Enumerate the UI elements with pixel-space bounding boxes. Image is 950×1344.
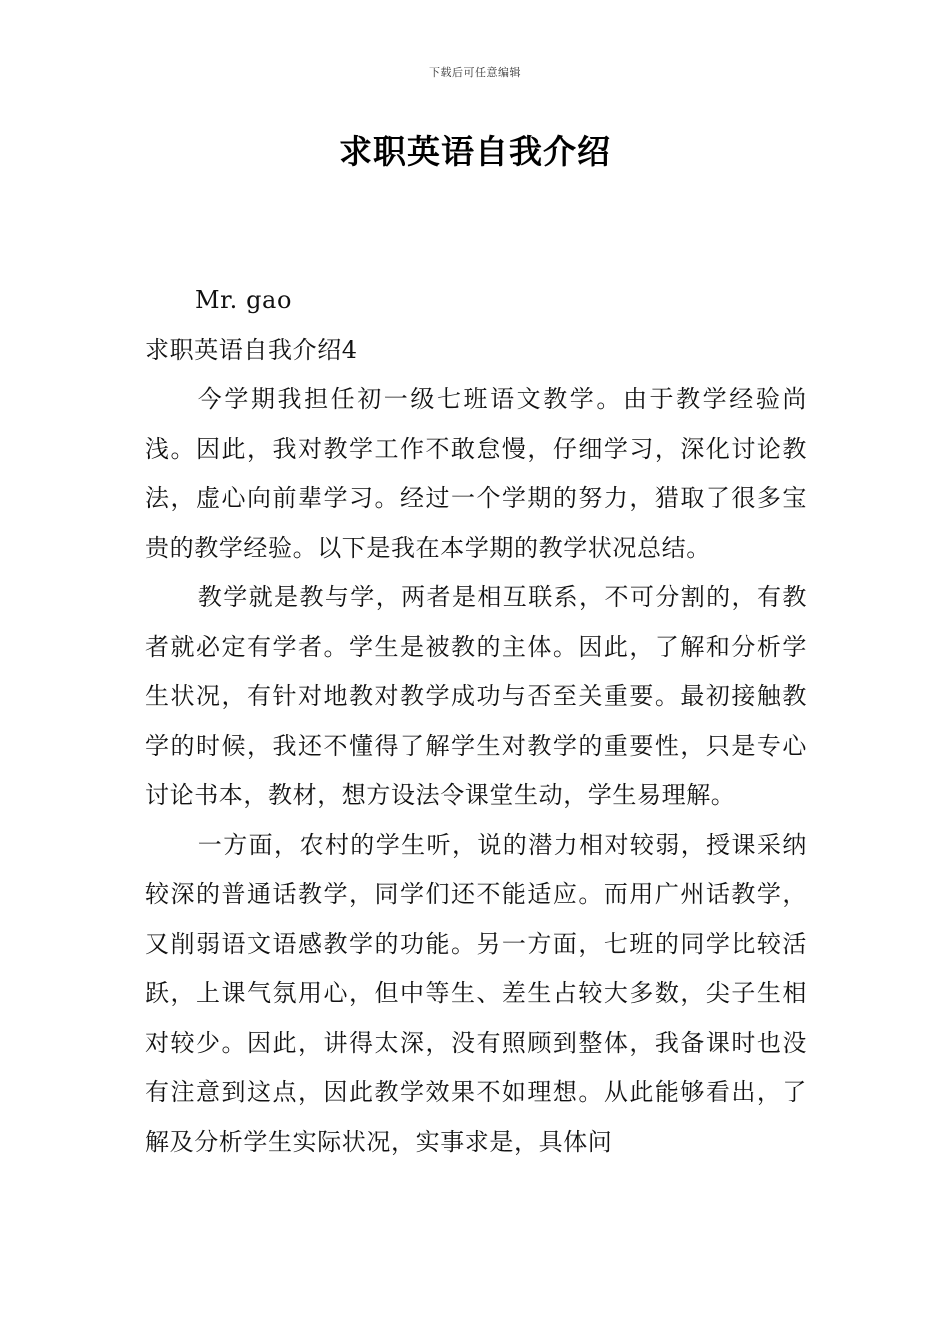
document-title: 求职英语自我介绍 <box>339 132 611 171</box>
section-subtitle: 求职英语自我介绍4 <box>145 335 358 364</box>
author-line: Mr. gao <box>195 286 292 314</box>
body-paragraph-3: 一方面，农村的学生听，说的潜力相对较弱，授课采纳较深的普通话教学，同学们还不能适应。而用广州话教学，又削弱语文语感教学的功能。另一方面，七班的同学比较活跃，上课气氛用心，但中等生、差生占较大多数，尖子生相对较少。因此，讲得太深，没有照顾到整体，我备课时也没有注意到这点，因此教学效果不如理想。从此能够看出，了解及分析学生实际状况，实事求是，具体问 <box>145 830 807 1156</box>
document-body <box>145 276 807 1167</box>
body-paragraph-2: 教学就是教与学，两者是相互联系，不可分割的，有教者就必定有学者。学生是被教的主体。因此，了解和分析学生状况，有针对地教对教学成功与否至关重要。最初接触教学的时候，我还不懂得了解学生对教学的重要性，只是专心讨论书本，教材，想方设法令课堂生动，学生易理解。 <box>145 583 807 809</box>
header-note: 下载后可任意编辑 <box>429 66 521 79</box>
body-paragraph-1: 今学期我担任初一级七班语文教学。由于教学经验尚浅。因此，我对教学工作不敢怠慢，仔细学习，深化讨论教法，虚心向前辈学习。经过一个学期的努力，猎取了很多宝贵的教学经验。以下是我在本学期的教学状况总结。 <box>145 385 807 562</box>
